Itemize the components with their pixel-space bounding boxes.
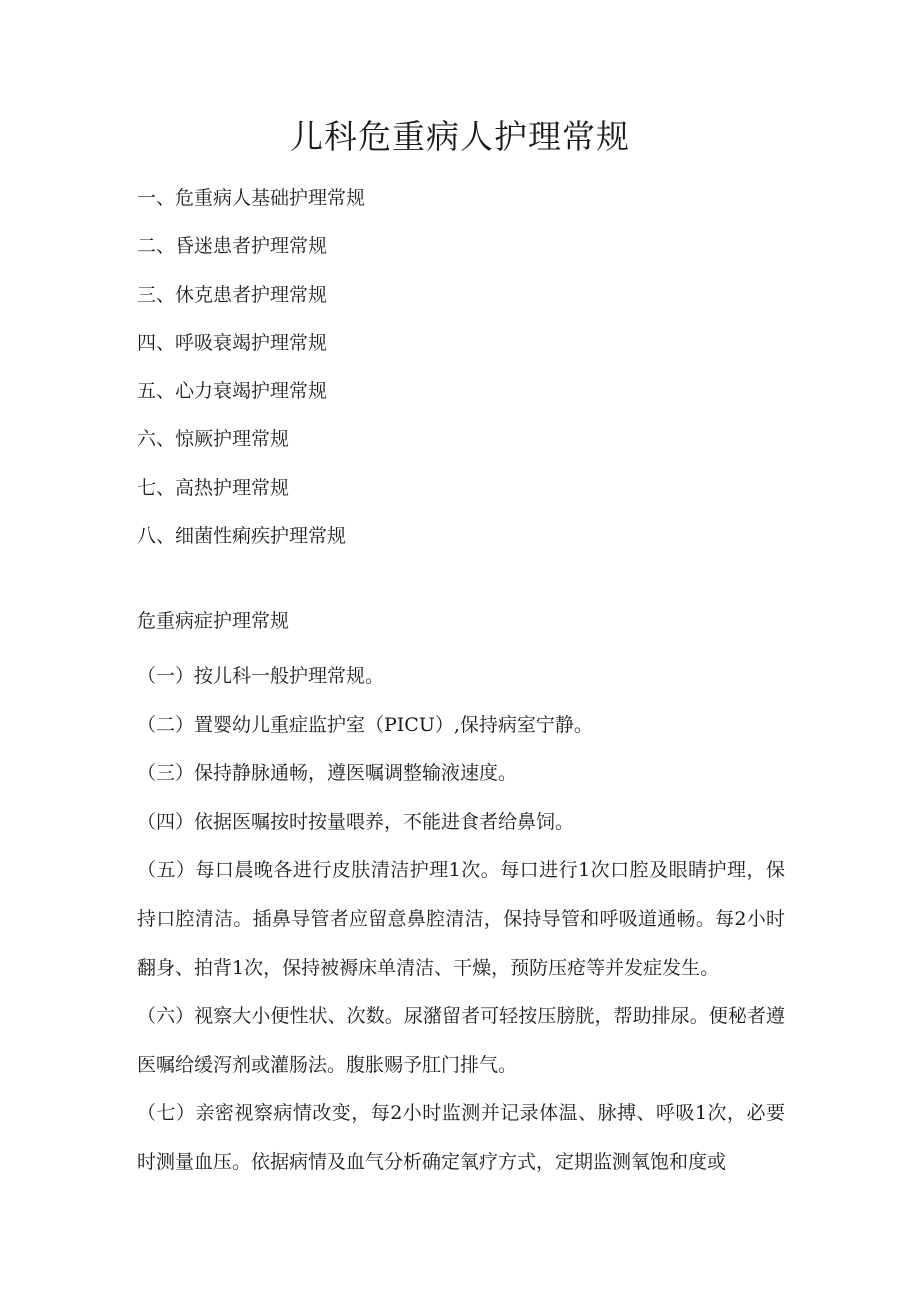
- paragraph: （五）每口晨晚各进行皮肤清洁护理1次。每口进行1次口腔及眼睛护理，保持口腔清洁。插鼻导管者应留意鼻腔清洁，保持导管和呼吸道通畅。每2小时翻身、拍背1次，保持被褥床单清洁、干燥，预防压疮等并发症发生。: [137, 859, 785, 979]
- section-heading: 危重病症护理常规: [137, 610, 290, 632]
- paragraph: （一）按儿科一般护理常规。: [137, 665, 385, 687]
- table-of-contents: [137, 174, 365, 560]
- paragraph: （三）保持静脉通畅，遵医嘱调整输液速度。: [137, 762, 518, 785]
- paragraph: （六）视察大小便性状、次数。尿潴留者可轻按压膀胱，帮助排尿。便秘者遵医嘱给缓泻剂或灌肠法。腹胀赐予肛门排气。: [137, 1005, 785, 1076]
- toc-item: 六、惊厥护理常规: [137, 428, 290, 451]
- toc-item: 一、危重病人基础护理常规: [137, 187, 366, 209]
- paragraph: （四）依据医嘱按时按量喂养，不能进食者给鼻饲。: [137, 810, 575, 833]
- paragraph: （七）亲密视察病情改变，每2小时监测并记录体温、脉搏、呼吸1次，必要时测量血压。依据病情及血气分析确定氧疗方式，定期监测氧饱和度或: [137, 1102, 785, 1173]
- toc-item: 四、呼吸衰竭护理常规: [137, 331, 328, 354]
- section-body: [137, 652, 785, 1187]
- document-title: 儿科危重病人护理常规: [290, 117, 630, 156]
- toc-item: 三、休克患者护理常规: [137, 283, 328, 306]
- toc-item: 二、昏迷患者护理常规: [137, 235, 328, 258]
- toc-item: 五、心力衰竭护理常规: [137, 380, 328, 403]
- toc-item: 八、细菌性痢疾护理常规: [137, 525, 347, 548]
- toc-item: 七、高热护理常规: [137, 476, 290, 499]
- paragraph: （二）置婴幼儿重症监护室（PICU）,保持病室宁静。: [137, 713, 593, 736]
